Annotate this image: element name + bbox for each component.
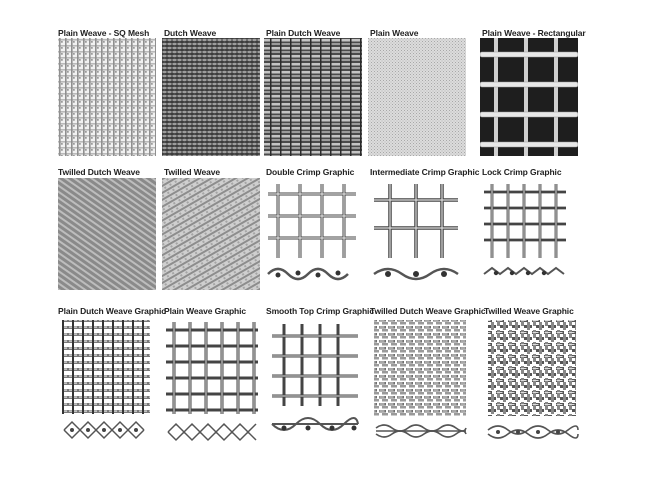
- label-plain-weave-graphic: Plain Weave Graphic: [164, 306, 247, 316]
- plain-weave-photo: [58, 38, 156, 156]
- twilled-weave-graphic: [484, 318, 580, 446]
- lock-crimp-graphic: [482, 180, 578, 290]
- label-plain-weave: Plain Weave: [370, 28, 419, 38]
- plain-dutch-weave-photo: [264, 38, 362, 156]
- plain-dutch-weave-graphic: [58, 318, 154, 446]
- twilled-dutch-weave-photo: [58, 178, 156, 290]
- label-twilled-dutch-weave-graphic: Twilled Dutch Weave Graphic: [370, 306, 486, 316]
- label-double-crimp-graphic: Double Crimp Graphic: [266, 167, 355, 177]
- intermediate-crimp-graphic: [370, 180, 466, 290]
- label-smooth-top-crimp-graphic: Smooth Top Crimp Graphic: [266, 306, 374, 316]
- label-plain-weave-sq-mesh: Plain Weave - SQ Mesh: [58, 28, 150, 38]
- label-intermediate-crimp-graphic: Intermediate Crimp Graphic: [370, 167, 480, 177]
- twilled-dutch-weave-graphic: [370, 318, 470, 446]
- label-lock-crimp-graphic: Lock Crimp Graphic: [482, 167, 562, 177]
- label-plain-dutch-weave-graphic: Plain Dutch Weave Graphic: [58, 306, 166, 316]
- rectangular-weave-photo: [480, 38, 578, 156]
- dutch-weave-photo: [162, 38, 260, 156]
- label-twilled-dutch-weave: Twilled Dutch Weave: [58, 167, 140, 177]
- label-plain-dutch-weave: Plain Dutch Weave: [266, 28, 341, 38]
- label-dutch-weave: Dutch Weave: [164, 28, 217, 38]
- double-crimp-graphic: [266, 180, 362, 290]
- label-twilled-weave: Twilled Weave: [164, 167, 221, 177]
- plain-weave-graphic: [164, 318, 260, 446]
- label-twilled-weave-graphic: Twilled Weave Graphic: [484, 306, 574, 316]
- smooth-top-crimp-graphic: [268, 320, 364, 446]
- fine-plain-weave-photo: [368, 38, 466, 156]
- twilled-weave-photo: [162, 178, 260, 290]
- label-plain-weave-rectangular: Plain Weave - Rectangular: [482, 28, 586, 38]
